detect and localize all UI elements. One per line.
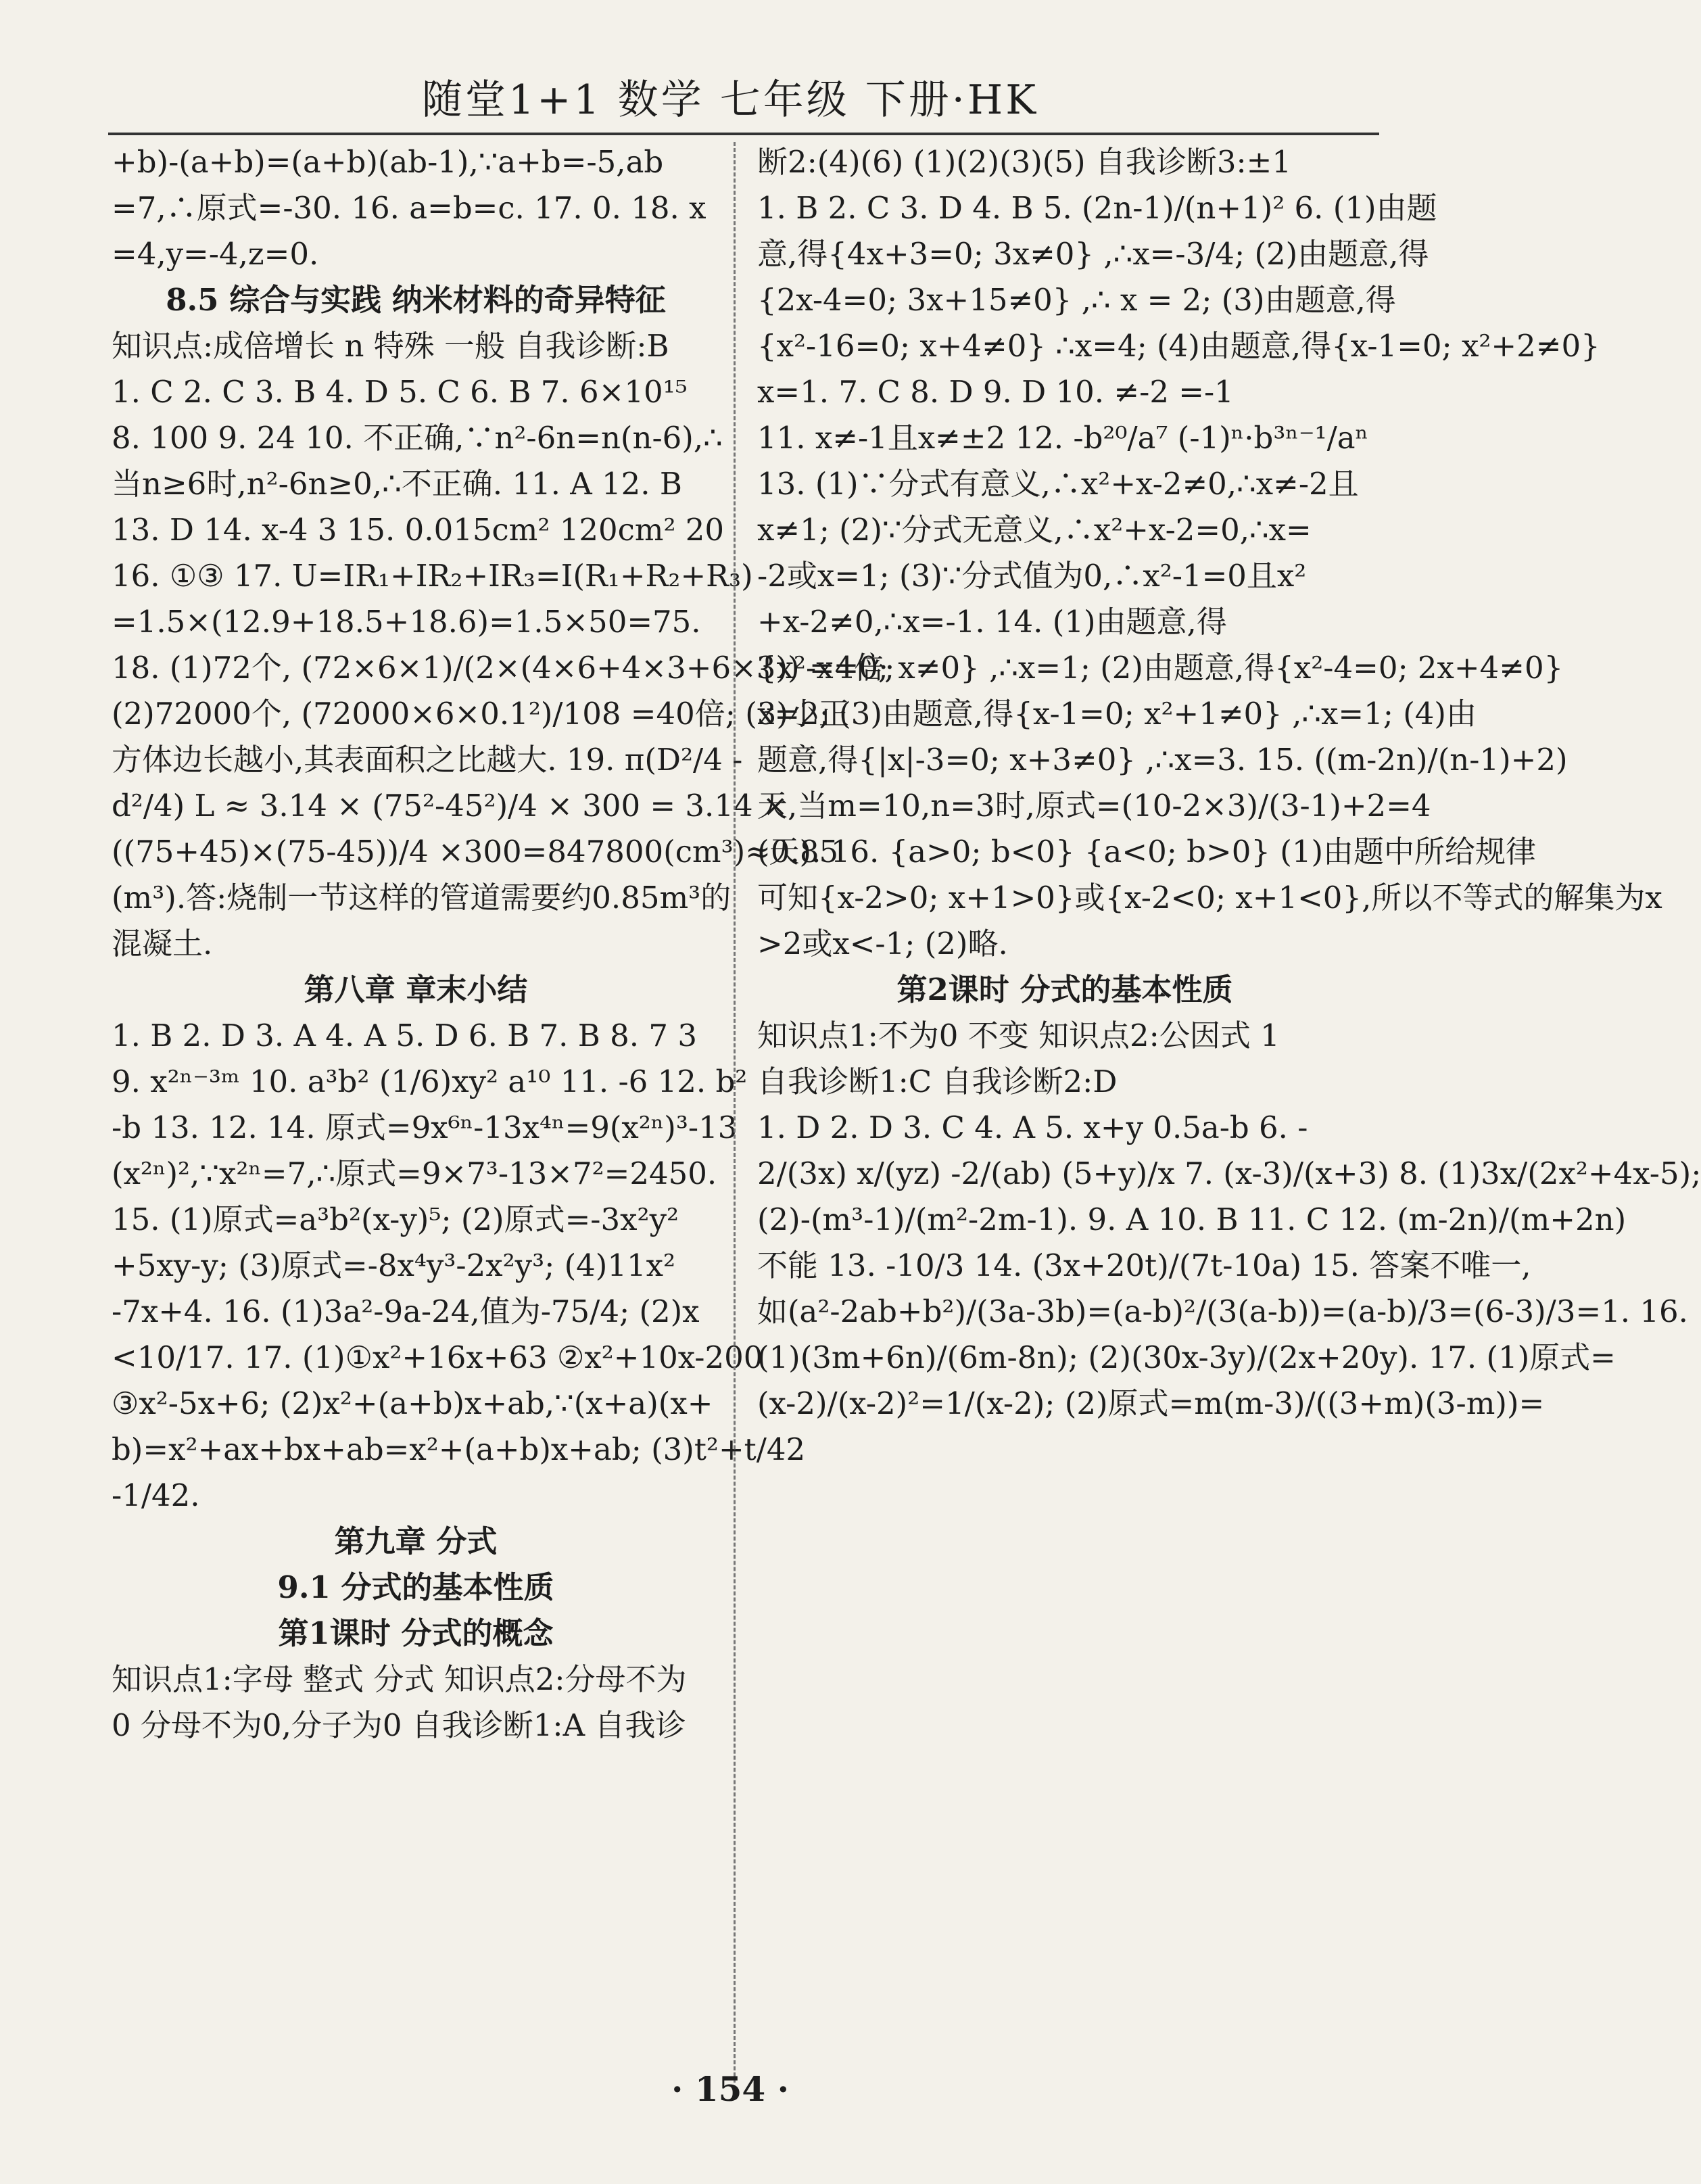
left-answer-line: 0 分母不为0,分子为0 自我诊断1:A 自我诊	[112, 1707, 686, 1743]
left-answer-line: -b 13. 12. 14. 原式=9x⁶ⁿ-13x⁴ⁿ=9(x²ⁿ)³-13	[112, 1110, 738, 1145]
left-answer-line: 18. (1)72个, (72×6×1)/(2×(4×6+4×3+6×3)) =4倍;	[112, 650, 895, 686]
right-answer-line: (2)-(m³-1)/(m²-2m-1). 9. A 10. B 11. C 12. (m-2n)/(m+2n)	[757, 1202, 1627, 1237]
right-answer-line: {x²-16=0; x+4≠0} ∴x=4; (4)由题意,得{x-1=0; x²+2≠0}	[757, 328, 1600, 364]
right-answer-line: 不能 13. -10/3 14. (3x+20t)/(7t-10a) 15. 答案不唯一,	[757, 1248, 1531, 1283]
right-answer-line: 题意,得{|x|-3=0; x+3≠0} ,∴x=3. 15. ((m-2n)/(n-1)+2)	[757, 742, 1568, 778]
right-answer-line: (x-2)/(x-2)²=1/(x-2); (2)原式=m(m-3)/((3+m)(3-m))=	[757, 1385, 1545, 1421]
right-answer-line: {x²-x=0; x≠0} ,∴x=1; (2)由题意,得{x²-4=0; 2x+4≠0}	[757, 650, 1564, 686]
left-answer-line: 9.1 分式的基本性质	[277, 1569, 554, 1605]
left-answer-line: 8. 100 9. 24 10. 不正确,∵n²-6n=n(n-6),∴	[112, 420, 723, 456]
page-number: · 154 ·	[671, 2069, 789, 2109]
right-answer-line: 1. B 2. C 3. D 4. B 5. (2n-1)/(n+1)² 6. (1)由题	[757, 190, 1437, 226]
right-answer-line: +x-2≠0,∴x=-1. 14. (1)由题意,得	[757, 604, 1227, 640]
left-answer-line: =4,y=-4,z=0.	[112, 236, 319, 272]
right-answer-line: -2或x=1; (3)∵分式值为0,∴x²-1=0且x²	[757, 558, 1307, 594]
left-answer-line: 1. B 2. D 3. A 4. A 5. D 6. B 7. B 8. 7 3	[112, 1018, 697, 1053]
left-answer-line: (2)72000个, (72000×6×0.1²)/108 =40倍; (3)小正	[112, 696, 849, 732]
left-answer-line: 9. x²ⁿ⁻³ᵐ 10. a³b² (1/6)xy² a¹⁰ 11. -6 12. b²	[112, 1064, 748, 1099]
left-answer-line: 知识点:成倍增长 n 特殊 一般 自我诊断:B	[112, 328, 669, 364]
right-answer-line: 11. x≠-1且x≠±2 12. -b²⁰/a⁷ (-1)ⁿ·b³ⁿ⁻¹/aⁿ	[757, 420, 1369, 456]
left-answer-line: d²/4) L ≈ 3.14 × (75²-45²)/4 × 300 = 3.14 ×	[112, 788, 788, 824]
left-answer-line: ((75+45)×(75-45))/4 ×300=847800(cm³)≈0.85	[112, 834, 839, 870]
left-answer-line: (m³).答:烧制一节这样的管道需要约0.85m³的	[112, 880, 732, 916]
column-divider	[734, 142, 736, 2083]
right-answer-line: 13. (1)∵分式有意义,∴x²+x-2≠0,∴x≠-2且	[757, 466, 1359, 502]
right-answer-line: 断2:(4)(6) (1)(2)(3)(5) 自我诊断3:±1	[757, 144, 1291, 180]
right-answer-line: 自我诊断1:C 自我诊断2:D	[757, 1064, 1118, 1099]
right-answer-line: 2/(3x) x/(yz) -2/(ab) (5+y)/x 7. (x-3)/(x+3) 8. (1)3x/(2x²+4x-5);	[757, 1156, 1701, 1191]
left-answer-line: 第八章 章末小结	[304, 972, 528, 1007]
right-answer-line: 1. D 2. D 3. C 4. A 5. x+y 0.5a-b 6. -	[757, 1110, 1308, 1145]
right-answer-line: 如(a²-2ab+b²)/(3a-3b)=(a-b)²/(3(a-b))=(a-b)/3=(6-3)/3=1. 16.	[757, 1293, 1688, 1329]
right-answer-line: >2或x<-1; (2)略.	[757, 926, 1008, 962]
left-answer-line: 15. (1)原式=a³b²(x-y)⁵; (2)原式=-3x²y²	[112, 1202, 679, 1237]
left-answer-line: 1. C 2. C 3. B 4. D 5. C 6. B 7. 6×10¹⁵	[112, 374, 688, 410]
page-header: 随堂1+1 数学 七年级 下册·HK	[421, 76, 1039, 124]
right-answer-line: x=1. 7. C 8. D 9. D 10. ≠-2 =-1	[757, 374, 1234, 410]
right-column	[757, 142, 1701, 2089]
left-answer-line: (x²ⁿ)²,∵x²ⁿ=7,∴原式=9×7³-13×7²=2450.	[112, 1156, 717, 1191]
header-rule	[108, 133, 1379, 135]
left-answer-line: =1.5×(12.9+18.5+18.6)=1.5×50=75.	[112, 604, 701, 640]
left-answer-line: 知识点1:字母 整式 分式 知识点2:分母不为	[112, 1661, 687, 1697]
left-answer-line: -1/42.	[112, 1477, 200, 1513]
right-answer-line: 天,当m=10,n=3时,原式=(10-2×3)/(3-1)+2=4	[757, 788, 1431, 824]
left-answer-line: +5xy-y; (3)原式=-8x⁴y³-2x²y³; (4)11x²	[112, 1248, 675, 1283]
left-answer-line: 当n≥6时,n²-6n≥0,∴不正确. 11. A 12. B	[112, 466, 682, 502]
right-answer-line: (1)(3m+6n)/(6m-8n); (2)(30x-3y)/(2x+20y). 17. (1)原式=	[757, 1339, 1616, 1375]
left-answer-line: <10/17. 17. (1)①x²+16x+63 ②x²+10x-200	[112, 1339, 763, 1375]
right-answer-line: 第2课时 分式的基本性质	[896, 972, 1233, 1007]
left-answer-line: 方体边长越小,其表面积之比越大. 19. π(D²/4 -	[112, 742, 743, 778]
left-answer-line: b)=x²+ax+bx+ab=x²+(a+b)x+ab; (3)t²+t/42	[112, 1431, 806, 1467]
left-answer-line: 第1课时 分式的概念	[278, 1615, 554, 1651]
left-answer-line: 混凝土.	[112, 926, 213, 962]
left-answer-line: 13. D 14. x-4 3 15. 0.015cm² 120cm² 20	[112, 512, 725, 548]
right-answer-line: (天). 16. {a>0; b<0} {a<0; b>0} (1)由题中所给规律	[757, 834, 1537, 870]
right-answer-line: 知识点1:不为0 不变 知识点2:公因式 1	[757, 1018, 1280, 1053]
left-answer-line: ③x²-5x+6; (2)x²+(a+b)x+ab,∵(x+a)(x+	[112, 1385, 713, 1421]
left-answer-line: +b)-(a+b)=(a+b)(ab-1),∵a+b=-5,ab	[112, 144, 664, 180]
left-answer-line: -7x+4. 16. (1)3a²-9a-24,值为-75/4; (2)x	[112, 1293, 700, 1329]
left-answer-line: 16. ①③ 17. U=IR₁+IR₂+IR₃=I(R₁+R₂+R₃)	[112, 558, 753, 594]
left-answer-line: 8.5 综合与实践 纳米材料的奇异特征	[166, 282, 666, 318]
right-answer-line: 可知{x-2>0; x+1>0}或{x-2<0; x+1<0},所以不等式的解集为x	[757, 880, 1662, 916]
right-answer-line: {2x-4=0; 3x+15≠0} ,∴ x = 2; (3)由题意,得	[757, 282, 1396, 318]
left-answer-line: =7,∴原式=-30. 16. a=b=c. 17. 0. 18. x	[112, 190, 706, 226]
right-answer-line: 意,得{4x+3=0; 3x≠0} ,∴x=-3/4; (2)由题意,得	[757, 236, 1429, 272]
right-answer-line: x≠1; (2)∵分式无意义,∴x²+x-2=0,∴x=	[757, 512, 1312, 548]
right-answer-line: x=2; (3)由题意,得{x-1=0; x²+1≠0} ,∴x=1; (4)由	[757, 696, 1477, 732]
left-answer-line: 第九章 分式	[334, 1523, 498, 1559]
